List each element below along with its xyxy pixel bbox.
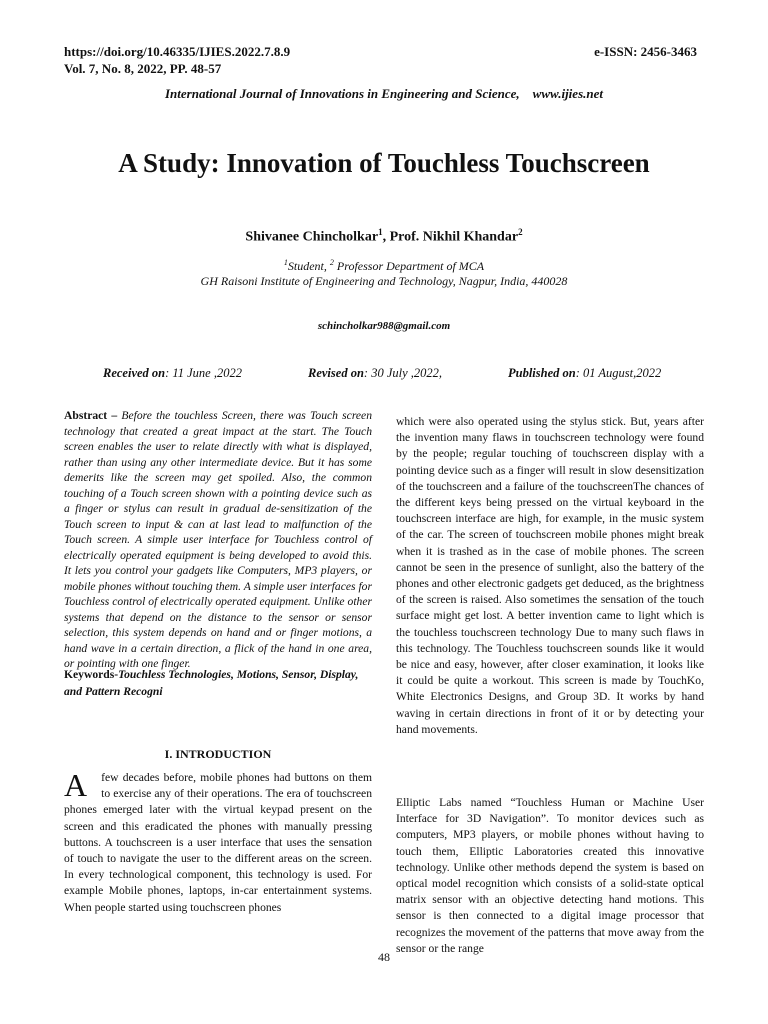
affiliation-role [0,258,768,274]
author-2-sup: 2 [518,227,523,237]
author-2: , Prof. Nikhil Khandar [382,229,519,245]
paper-title: A Study: Innovation of Touchless Touchscreen [118,148,650,178]
author-1-sup: 1 [378,227,383,237]
keywords-label: Keywords- [64,668,119,681]
revised-value: : 30 July ,2022, [363,366,443,380]
author-line [0,227,768,246]
abstract-label: Abstract – [64,409,122,422]
right-column-paragraph-1 [396,414,704,738]
affil-sup-2: 2 [329,258,334,267]
author-email[interactable]: schincholkar988@gmail.com [317,320,451,332]
affil-professor: Professor Department of MCA [333,259,485,273]
abstract-text: Before the touchless Screen, there was Touch screen technology that created a great impact at the start. The Touch screen enables the user to relate directly with what is displayed, rather than using any other intermediate device. But it has some demerits like the screen may get spoiled. Also, the common touching of a Touch screen shown with a pointing device such as a finger or stylus can result in gradual de-sensitization of the Touch screen to input & can at last lead to malfunction of the Touch screen. A simple user interface for Touchless control of electrically operated equipment is being developed to avoid this. It lets you control your gadgets like Computers, MP3 players, or mobile phones without touching them. A simple user interfaces for Touchless control of electrically operated equipment. Unlike other systems that depend on the distance to the sensor or sensor selection, this system depends on hand and or finger motions, a hand wave in a certain direction, a flick of the hand in one area, or pointing with one finger. [64,409,372,670]
published-date [508,366,661,381]
introduction-body [64,767,372,916]
revised-label: Revised on [308,366,364,380]
abstract [64,408,372,672]
affiliation-institution: GH Raisoni Institute of Engineering and Technology, Nagpur, India, 440028 [200,274,568,288]
doi-link[interactable]: https://doi.org/10.46335/IJIES.2022.7.8.9 [64,44,291,59]
published-value: : 01 August,2022 [575,366,662,380]
affil-sup-1: 1 [283,258,288,267]
received-date [103,366,242,381]
section-heading-introduction: I. INTRODUCTION [164,747,272,761]
received-label: Received on [103,366,166,380]
keywords-text: Touchless Technologies, Motions, Sensor, Display, and Pattern Recogni [64,668,359,698]
introduction-text: few decades before, mobile phones had buttons on them to exercise any of their operations. The era of touchscreen phones emerged later with the virtual keypad present on the screen and this eradicated the phones with manually pressing buttons. A touchscreen is a user interface that uses the sensation of touch to navigate the user to the different areas on the screen. In every technological component, this technology is used. For example Mobile phones, laptops, in-car entertainment systems. When people started using touchscreen phones [64,771,372,914]
drop-cap: A [64,767,88,803]
received-value: : 11 June ,2022 [165,366,242,380]
page-number: 48 [378,950,390,964]
eissn: e-ISSN: 2456-3463 [594,44,697,59]
paragraph-text: which were also operated using the stylus stick. But, years after the invention many flaws in touchscreen technology were found by the people; regular touching of touchscreen display with a pointing device such as a finger will result in slow desensitization of the touchscreen and a failure of the touchscreenThe chances of the different keys being pressed on the virtual keyboard in the touchscreen interface are high, for example, in the music system of the car. The screen of touchscreen mobile phones might break when it is trashed as in the case of mobile phones. The screen cannot be seen in the presence of sunlight, also the battery of the phones and other electronic gadgets get deduced, as the brightness of the screen is raised. Also sometimes the sensation of the touch surface might get lost. A better invention came to light which is the touchless touchscreen technology Due to many such flaws in this technology. The Touchless touchscreen sounds like it would be nice and easy, however, after closer examination, it looks like it could be quite a workout. This screen is made by TouchKo, White Electronics Designs, and Group 3D. It works by hand waving in certain directions in front of it or by detecting your hand movements. [396,415,704,736]
paragraph-text: Elliptic Labs named “Touchless Human or Machine User Interface for 3D Navigation”. To monitor devices such as computers, MP3 players, or mobile phones without having to touch them, Elliptic Laboratories created this innovative technology. Unlike other methods depend the system is based on optical model recognition which consists of a solid-state optical matrix sensor with an objective detecting hand motions. This sensor is then connected to a digital image processor that recognizes the movement of the patterns that move away from the sensor or the range [396,796,704,955]
author-1: Shivanee Chincholkar [245,229,379,245]
published-label: Published on [508,366,576,380]
volume-info: Vol. 7, No. 8, 2022, PP. 48-57 [64,61,222,76]
right-column-paragraph-2 [396,795,704,957]
revised-date [308,366,442,381]
keywords [64,667,372,700]
affil-student: Student, [287,259,330,273]
journal-name: International Journal of Innovations in Engineering and Science, www.ijies.net [164,86,603,101]
